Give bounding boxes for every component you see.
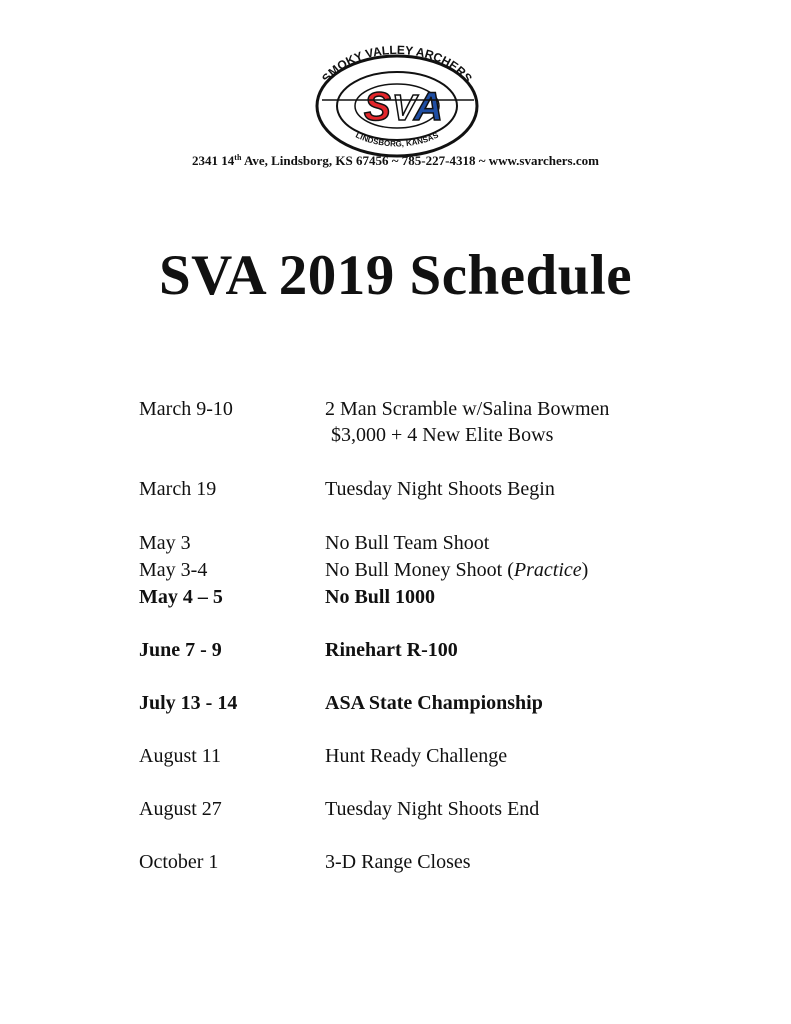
address-line: 2341 14th Ave, Lindsborg, KS 67456 ~ 785-227-4318 ~ www.svarchers.com [192, 153, 599, 168]
schedule-date: July 13 - 14 [139, 692, 238, 714]
svg-text:V: V [392, 87, 417, 128]
schedule-event: Tuesday Night Shoots Begin [325, 478, 555, 500]
schedule-event: 2 Man Scramble w/Salina Bowmen [325, 398, 610, 420]
schedule-event: No Bull Team Shoot [325, 532, 490, 554]
svg-text:S: S [364, 85, 391, 129]
svg-text:A: A [414, 85, 443, 129]
schedule-event: ASA State Championship [325, 692, 543, 714]
schedule-event: No Bull Money Shoot (Practice) [325, 559, 589, 581]
schedule-event: 3-D Range Closes [325, 851, 471, 873]
schedule-date: June 7 - 9 [139, 639, 222, 661]
page-title: SVA 2019 Schedule [158, 244, 633, 307]
schedule-date: March 9-10 [139, 398, 233, 420]
schedule-event-italic: Practice [513, 559, 582, 581]
schedule-event: Tuesday Night Shoots End [325, 798, 540, 820]
schedule-event: Hunt Ready Challenge [325, 745, 508, 767]
sva-logo [302, 40, 492, 158]
schedule-event: No Bull 1000 [325, 586, 436, 608]
schedule-date: May 3-4 [139, 559, 208, 581]
schedule-date: August 11 [139, 745, 222, 767]
schedule-date: May 4 – 5 [139, 586, 223, 608]
schedule-event: Rinehart R-100 [325, 639, 458, 661]
logo-bottom-text: LINDSBORG, KANSAS [354, 130, 440, 149]
logo-initials [364, 85, 443, 129]
schedule-event-detail: $3,000 + 4 New Elite Bows [331, 424, 554, 446]
logo-top-text: SMOKY VALLEY ARCHERS [319, 42, 475, 86]
schedule-date: March 19 [139, 478, 217, 500]
schedule-date: May 3 [139, 532, 191, 554]
schedule-date: October 1 [139, 851, 219, 873]
schedule-date: August 27 [139, 798, 222, 820]
